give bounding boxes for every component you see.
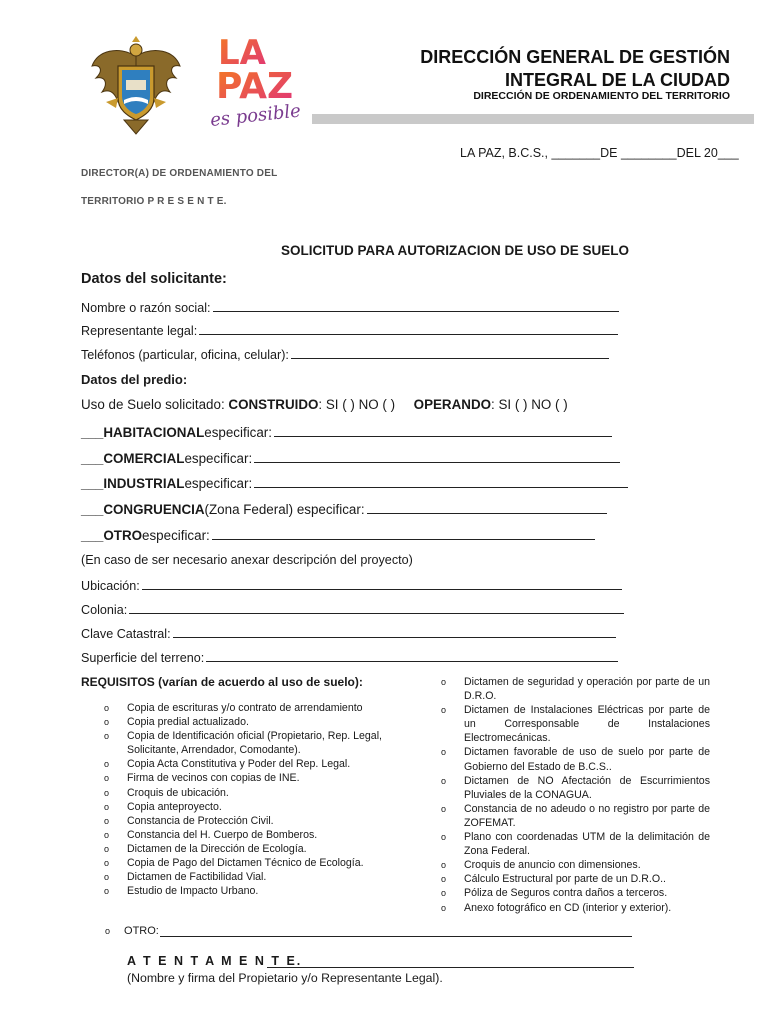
requisito-otro-label: OTRO: (124, 925, 159, 937)
requisito-item (104, 856, 416, 870)
bullet-icon: o (104, 717, 110, 728)
requisito-text: Copia de escrituras y/o contrato de arrendamiento (127, 702, 363, 714)
requisitos-left-list (104, 701, 416, 898)
construido-options[interactable]: : SI ( ) NO ( ) (318, 397, 396, 412)
requisito-item (104, 870, 416, 884)
field-ubicacion[interactable] (81, 577, 622, 593)
header-subtitle: DIRECCIÓN DE ORDENAMIENTO DEL TERRITORIO (473, 90, 730, 102)
requisito-item (441, 886, 710, 900)
congruencia-blank[interactable]: ___ (81, 502, 104, 517)
header-title-line2: INTEGRAL DE LA CIUDAD (505, 70, 730, 90)
bullet-icon: o (104, 759, 110, 770)
requisito-item (104, 729, 416, 757)
otro-blank[interactable]: ___ (81, 528, 104, 543)
congruencia-label: CONGRUENCIA (103, 502, 205, 517)
requisito-text: Plano con coordenadas UTM de la delimitación de Zona Federal. (464, 831, 710, 858)
bullet-icon: o (441, 803, 447, 814)
bullet-icon: o (104, 773, 110, 784)
requisito-item (441, 830, 710, 858)
logo-paz-text: PAZ (216, 66, 294, 107)
requisito-otro-line[interactable] (160, 936, 632, 937)
bullet-icon: o (104, 858, 110, 869)
field-industrial[interactable] (81, 475, 628, 491)
comercial-line[interactable] (254, 450, 620, 463)
requisito-item (104, 701, 416, 715)
superficie-label: Superficie del terreno: (81, 651, 205, 665)
requisito-item (104, 814, 416, 828)
comercial-label: COMERCIAL (103, 451, 185, 466)
field-representante-line[interactable] (199, 322, 618, 335)
requisito-item (104, 786, 416, 800)
uso-suelo-label: Uso de Suelo solicitado: (81, 397, 225, 412)
bullet-icon: o (441, 902, 447, 913)
signature-line[interactable] (267, 967, 634, 968)
section-predio-heading: Datos del predio: (81, 372, 188, 387)
field-clave-catastral[interactable] (81, 625, 616, 641)
habitacional-suffix: especificar: (204, 425, 272, 440)
date-line: LA PAZ, B.C.S., _______DE ________DEL 20___ (460, 146, 739, 160)
requisito-text: Cálculo Estructural por parte de un D.R.O.. (464, 873, 666, 886)
field-congruencia[interactable] (81, 501, 607, 517)
bullet-icon: o (441, 874, 447, 885)
bullet-icon: o (104, 801, 110, 812)
bullet-icon: o (441, 888, 447, 899)
requisito-item (441, 802, 710, 830)
requisito-item (104, 842, 416, 856)
otro-label: OTRO (103, 528, 143, 543)
requisito-item (104, 757, 416, 771)
requisito-text: Dictamen favorable de uso de suelo por parte de Gobierno del Estado de B.C.S.. (464, 746, 710, 773)
requisito-item (104, 715, 416, 729)
field-representante-label: Representante legal: (81, 324, 198, 338)
requisito-text: Dictamen de seguridad y operación por parte de un D.R.O. (464, 676, 710, 703)
colonia-line[interactable] (129, 601, 624, 614)
bullet-icon: o (104, 731, 110, 742)
requisito-text: Croquis de ubicación. (127, 786, 229, 799)
requisito-item (441, 703, 710, 745)
requisito-text: Copia anteproyecto. (127, 800, 222, 813)
requisito-text: Póliza de Seguros contra daños a terceros. (464, 887, 668, 900)
otro-line[interactable] (212, 527, 595, 540)
requisito-otro-bullet: o (105, 926, 111, 936)
bullet-icon: o (104, 872, 110, 883)
requisito-text: Estudio de Impacto Urbano. (127, 885, 259, 898)
bullet-icon: o (104, 787, 110, 798)
header-divider-band (312, 114, 754, 124)
section-solicitante-heading: Datos del solicitante: (81, 271, 227, 287)
requisitos-right-list (441, 675, 710, 915)
superficie-line[interactable] (206, 649, 618, 662)
requisito-text: Constancia de Protección Civil. (127, 814, 274, 827)
field-habitacional[interactable] (81, 424, 612, 440)
industrial-line[interactable] (254, 475, 628, 488)
logo-slogan-text: es posible (209, 100, 302, 130)
requisito-text: Dictamen de NO Afectación de Escurrimientos Pluviales de la CONAGUA. (464, 774, 710, 801)
bullet-icon: o (104, 843, 110, 854)
bullet-icon: o (441, 860, 447, 871)
logo-la-text: LA (218, 34, 266, 73)
industrial-blank[interactable]: ___ (81, 476, 104, 491)
habitacional-line[interactable] (274, 424, 612, 437)
industrial-label: INDUSTRIAL (103, 476, 185, 491)
operando-options[interactable]: : SI ( ) NO ( ) (491, 397, 568, 412)
signature-note: (Nombre y firma del Propietario y/o Representante Legal). (127, 971, 443, 985)
requisito-item (441, 675, 710, 703)
requisito-text: Copia de Pago del Dictamen Técnico de Ecología. (127, 857, 364, 870)
requisito-text: Copia predial actualizado. (127, 716, 249, 729)
requisito-text: Dictamen de Factibilidad Vial. (127, 871, 267, 884)
field-nombre-line[interactable] (213, 299, 619, 312)
requisito-text: Constancia del H. Cuerpo de Bomberos. (127, 828, 318, 841)
requisito-text: Croquis de anuncio con dimensiones. (464, 859, 641, 872)
predio-nota: (En caso de ser necesario anexar descripción del proyecto) (81, 553, 413, 567)
requisitos-heading: REQUISITOS (varían de acuerdo al uso de suelo): (81, 675, 363, 689)
bullet-icon: o (104, 886, 110, 897)
requisito-item (441, 858, 710, 872)
addressee-line1: DIRECTOR(A) DE ORDENAMIENTO DEL (81, 168, 278, 179)
requisito-text: Copia Acta Constitutiva y Poder del Rep. Legal. (127, 758, 351, 771)
field-telefonos-label: Teléfonos (particular, oficina, celular): (81, 348, 289, 362)
requisito-text: Dictamen de Instalaciones Eléctricas por parte de un Corresponsable de Instalaciones Electromecánicas. (464, 704, 710, 745)
requisito-text: Copia de Identificación oficial (Propietario, Rep. Legal, Solicitante, Arrendador, Comodante). (127, 730, 382, 757)
field-nombre[interactable] (81, 299, 619, 315)
field-representante[interactable] (81, 322, 618, 338)
colonia-label: Colonia: (81, 603, 128, 617)
atentamente-label: A T E N T A M E N T E. (127, 954, 303, 968)
bullet-icon: o (104, 815, 110, 826)
bullet-icon: o (441, 705, 447, 716)
form-title: SOLICITUD PARA AUTORIZACION DE USO DE SUELO (280, 243, 629, 258)
operando-label: OPERANDO (413, 397, 492, 412)
requisito-item (104, 800, 416, 814)
bullet-icon: o (441, 775, 447, 786)
bullet-icon: o (104, 829, 110, 840)
field-telefonos[interactable] (81, 346, 609, 362)
requisito-text: Dictamen de la Dirección de Ecología. (127, 842, 307, 855)
field-telefonos-line[interactable] (291, 346, 609, 359)
requisito-item (441, 901, 710, 915)
header-title (420, 46, 730, 92)
field-colonia[interactable] (81, 601, 624, 617)
requisito-item (441, 745, 710, 773)
habitacional-label: HABITACIONAL (103, 425, 205, 440)
field-otro-uso[interactable] (81, 527, 595, 543)
otro-suffix: especificar: (142, 528, 210, 543)
ubicacion-label: Ubicación: (81, 579, 140, 593)
congruencia-line[interactable] (367, 501, 607, 514)
coat-of-arms-logo (88, 36, 184, 136)
ubicacion-line[interactable] (142, 577, 622, 590)
requisito-item (441, 774, 710, 802)
requisito-text: Anexo fotográfico en CD (interior y exterior). (464, 901, 672, 914)
field-superficie[interactable] (81, 649, 618, 665)
field-comercial[interactable] (81, 450, 620, 466)
industrial-suffix: especificar: (184, 476, 253, 491)
clave-line[interactable] (173, 625, 616, 638)
requisito-text: Firma de vecinos con copias de INE. (127, 772, 300, 785)
requisito-item (104, 828, 416, 842)
bullet-icon: o (104, 703, 110, 713)
bullet-icon: o (441, 832, 447, 843)
construido-label: CONSTRUIDO (228, 397, 319, 412)
uso-suelo-row (81, 397, 568, 412)
requisito-otro (105, 925, 159, 937)
congruencia-suffix: (Zona Federal) especificar: (204, 502, 365, 517)
field-nombre-label: Nombre o razón social: (81, 301, 211, 315)
header-title-line1: DIRECCIÓN GENERAL DE GESTIÓN (420, 47, 730, 67)
clave-label: Clave Catastral: (81, 627, 171, 641)
bullet-icon: o (441, 747, 447, 758)
requisito-item (104, 884, 416, 898)
comercial-suffix: especificar: (184, 451, 253, 466)
requisito-item (104, 771, 416, 785)
la-paz-es-posible-logo (208, 34, 308, 130)
habitacional-blank[interactable]: ___ (81, 425, 104, 440)
bullet-icon: o (441, 677, 447, 687)
requisito-item (441, 872, 710, 886)
addressee-line2: TERRITORIO P R E S E N T E. (81, 196, 227, 207)
comercial-blank[interactable]: ___ (81, 451, 104, 466)
requisito-text: Constancia de no adeudo o no registro por parte de ZOFEMAT. (464, 802, 710, 829)
